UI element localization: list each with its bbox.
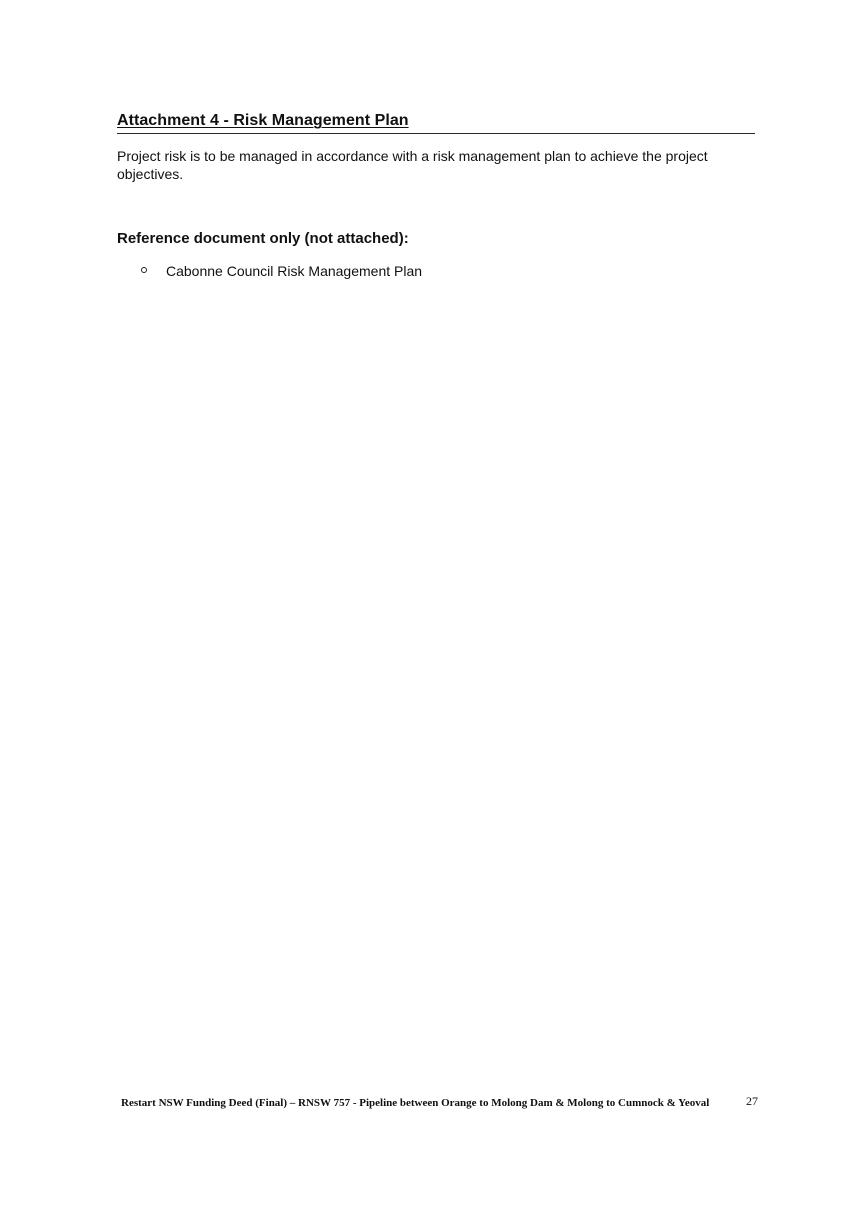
page-number: 27	[746, 1094, 758, 1108]
reference-list	[141, 262, 422, 280]
reference-heading: Reference document only (not attached):	[117, 230, 409, 247]
intro-paragraph: Project risk is to be managed in accordance with a risk management plan to achieve the project objectives.	[117, 148, 708, 182]
footer-text: Restart NSW Funding Deed (Final) – RNSW 757 - Pipeline between Orange to Molong Dam & Molong to Cumnock & Yeoval	[121, 1097, 710, 1109]
hollow-bullet-icon	[141, 267, 147, 273]
reference-item	[141, 262, 422, 280]
heading-rule	[117, 111, 755, 134]
page-title: Attachment 4 - Risk Management Plan	[117, 112, 409, 129]
reference-item-label: Cabonne Council Risk Management Plan	[166, 263, 423, 279]
